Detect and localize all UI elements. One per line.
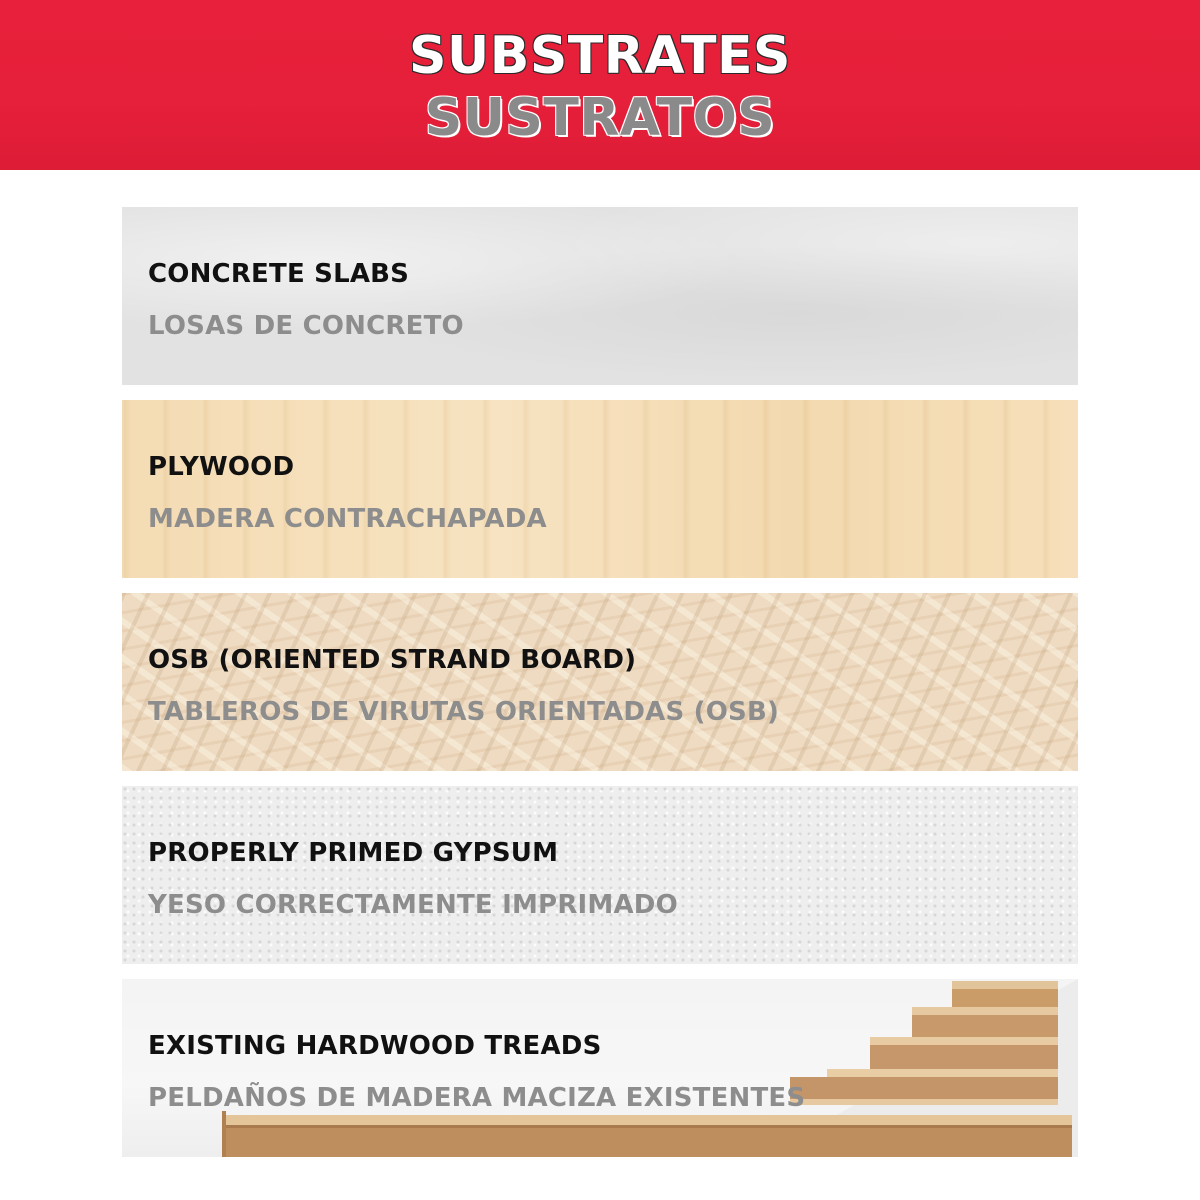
substrate-label-es: TABLEROS DE VIRUTAS ORIENTADAS (OSB) (148, 697, 780, 727)
substrate-card-gypsum (122, 786, 1078, 964)
substrate-label-es: MADERA CONTRACHAPADA (148, 504, 547, 534)
substrate-card-plywood (122, 400, 1078, 578)
substrate-label-en: CONCRETE SLABS (148, 259, 410, 289)
substrate-label-en: OSB (ORIENTED STRAND BOARD) (148, 645, 637, 675)
header-banner (0, 0, 1200, 170)
substrate-label-es: PELDAÑOS DE MADERA MACIZA EXISTENTES (148, 1083, 806, 1113)
substrate-card-hardwood-treads (122, 979, 1078, 1157)
substrate-label-en: EXISTING HARDWOOD TREADS (148, 1031, 602, 1061)
substrate-card-concrete (122, 207, 1078, 385)
page-title: SUBSTRATES (409, 26, 791, 86)
substrate-label-en: PROPERLY PRIMED GYPSUM (148, 838, 559, 868)
substrate-label-en: PLYWOOD (148, 452, 295, 482)
stairs-illustration (122, 979, 1078, 1157)
substrate-label-es: LOSAS DE CONCRETO (148, 311, 464, 341)
page-subtitle: SUSTRATOS (424, 88, 776, 148)
substrate-card-osb (122, 593, 1078, 771)
substrate-label-es: YESO CORRECTAMENTE IMPRIMADO (148, 890, 678, 920)
